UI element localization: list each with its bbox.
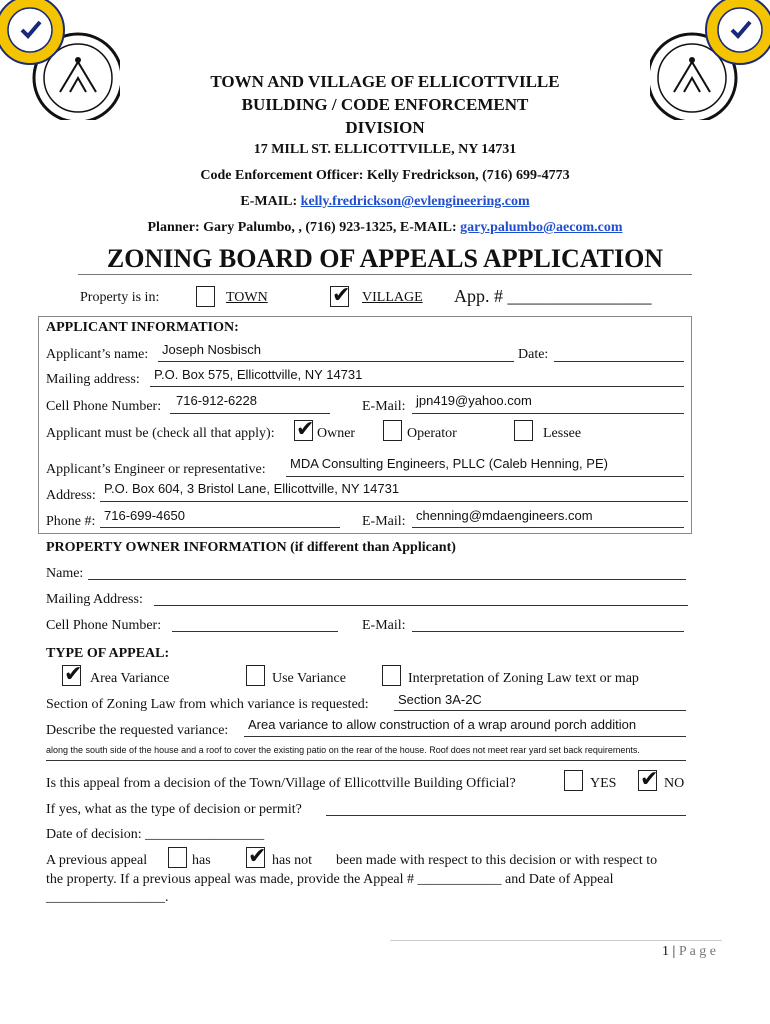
owner-cell-line <box>172 631 338 632</box>
address-line <box>100 501 688 502</box>
email-line <box>412 413 684 414</box>
applicant-section-title: APPLICANT INFORMATION: <box>46 320 239 335</box>
owner-cell-label: Cell Phone Number: <box>46 618 162 633</box>
mailing-line <box>150 386 684 387</box>
interpretation-label: Interpretation of Zoning Law text or map <box>408 671 639 686</box>
phone-line <box>100 527 340 528</box>
address-label: Address: <box>46 488 96 503</box>
owner-mailing-label: Mailing Address: <box>46 592 143 607</box>
header-planner-row <box>0 220 770 236</box>
operator-checkbox[interactable] <box>383 420 402 441</box>
town-checkbox[interactable] <box>196 286 215 307</box>
owner-email-line <box>412 631 684 632</box>
applicant-name-label: Applicant’s name: <box>46 347 149 362</box>
owner-mailing-line <box>154 605 688 606</box>
email-label: E-Mail: <box>362 399 406 414</box>
owner-section-title: PROPERTY OWNER INFORMATION (if different than Applicant) <box>46 540 456 555</box>
phone-label: Phone #: <box>46 514 96 529</box>
owner-label: Owner <box>317 426 356 441</box>
interpretation-checkbox[interactable] <box>382 665 401 686</box>
must-be-label: Applicant must be (check all that apply): <box>46 426 275 441</box>
owner-email-label: E-Mail: <box>362 618 406 633</box>
mailing-value[interactable]: P.O. Box 575, Ellicottville, NY 14731 <box>154 367 363 382</box>
page-num: 1 <box>662 944 669 959</box>
yes-checkbox[interactable] <box>564 770 583 791</box>
decision-type-question: If yes, what as the type of decision or permit? <box>46 802 302 817</box>
owner-name-line <box>88 579 686 580</box>
mailing-label: Mailing address: <box>46 372 140 387</box>
header-email-link[interactable]: kelly.fredrickson@evlengineering.com <box>300 194 530 209</box>
header-line3: DIVISION <box>345 118 425 137</box>
area-variance-label: Area Variance <box>90 671 170 686</box>
previous-appeal-d: _________________. <box>46 890 169 905</box>
cell-label: Cell Phone Number: <box>46 399 162 414</box>
page-number <box>662 944 716 960</box>
describe-continued[interactable]: along the south side of the house and a roof to cover the existing patio on the rear of the house. Roof does not meet rear yard set back requirements. <box>46 745 640 755</box>
has-not-check-icon: ✔ <box>248 844 267 869</box>
owner-name-label: Name: <box>46 566 84 581</box>
lessee-label: Lessee <box>543 426 582 441</box>
owner-check-icon: ✔ <box>296 417 315 442</box>
footer-rule <box>390 940 722 941</box>
address-value[interactable]: P.O. Box 604, 3 Bristol Lane, Ellicottville, NY 14731 <box>104 481 400 496</box>
official-question: Is this appeal from a decision of the Town/Village of Ellicottville Building Official? <box>46 776 516 791</box>
applicant-name-line <box>158 361 514 362</box>
header-line2: BUILDING / CODE ENFORCEMENT <box>241 95 529 114</box>
email-value[interactable]: jpn419@yahoo.com <box>416 393 532 408</box>
village-check-icon: ✔ <box>332 283 351 308</box>
describe-value[interactable]: Area variance to allow construction of a wrap around porch addition <box>248 717 637 732</box>
yes-label: YES <box>590 776 617 791</box>
previous-appeal-c: the property. If a previous appeal was made, provide the Appeal # ____________ and Date of Appeal <box>46 872 614 887</box>
section-line <box>394 710 686 711</box>
engineer-label: Applicant’s Engineer or representative: <box>46 462 266 477</box>
header-email-row <box>0 194 770 210</box>
lessee-checkbox[interactable] <box>514 420 533 441</box>
previous-appeal-a: A previous appeal <box>46 853 148 868</box>
title-rule <box>78 274 692 275</box>
header-line1: TOWN AND VILLAGE OF ELLICOTTVILLE <box>210 72 560 91</box>
area-check-icon: ✔ <box>64 662 83 687</box>
has-label: has <box>192 853 211 868</box>
no-check-icon: ✔ <box>640 767 659 792</box>
date-line <box>554 361 684 362</box>
decision-type-line <box>326 815 686 816</box>
engineer-line <box>286 476 684 477</box>
section-label: Section of Zoning Law from which variance is requested: <box>46 697 369 712</box>
eng-email-label: E-Mail: <box>362 514 406 529</box>
previous-appeal-b: been made with respect to this decision or with respect to <box>336 853 658 868</box>
use-variance-label: Use Variance <box>272 671 346 686</box>
describe-line <box>244 736 686 737</box>
phone-value[interactable]: 716-699-4650 <box>104 508 185 523</box>
decision-date: Date of decision: _________________ <box>46 827 265 842</box>
describe-cont-line <box>46 760 686 761</box>
use-variance-checkbox[interactable] <box>246 665 265 686</box>
has-not-label: has not <box>272 853 313 868</box>
app-number[interactable]: App. # ________________ <box>454 286 652 306</box>
page-title: ZONING BOARD OF APPEALS APPLICATION <box>106 244 664 273</box>
header-officer: Code Enforcement Officer: Kelly Fredrickson, (716) 699-4773 <box>200 168 570 183</box>
cell-line <box>170 413 330 414</box>
describe-label: Describe the requested variance: <box>46 723 229 738</box>
planner-email-link[interactable]: gary.palumbo@aecom.com <box>460 220 623 235</box>
header-email-label: E-MAIL: <box>240 194 298 209</box>
cell-value[interactable]: 716-912-6228 <box>176 393 257 408</box>
eng-email-value[interactable]: chenning@mdaengineers.com <box>416 508 593 523</box>
page-label: P a g e <box>678 944 717 959</box>
appeal-section-title: TYPE OF APPEAL: <box>46 646 170 661</box>
has-checkbox[interactable] <box>168 847 187 868</box>
section-value[interactable]: Section 3A-2C <box>398 692 482 707</box>
no-label: NO <box>664 776 685 791</box>
town-label: TOWN <box>226 290 268 305</box>
village-label: VILLAGE <box>362 290 423 305</box>
eng-email-line <box>412 527 684 528</box>
header-address: 17 MILL ST. ELLICOTTVILLE, NY 14731 <box>253 142 517 157</box>
engineer-value[interactable]: MDA Consulting Engineers, PLLC (Caleb Henning, PE) <box>290 456 608 471</box>
header-planner: Planner: Gary Palumbo, , (716) 923-1325, E-MAIL: <box>147 220 457 235</box>
property-label: Property is in: <box>80 290 160 305</box>
date-label: Date: <box>518 347 549 362</box>
applicant-name-value[interactable]: Joseph Nosbisch <box>162 342 261 357</box>
operator-label: Operator <box>407 426 457 441</box>
page-sep: | <box>672 944 676 959</box>
